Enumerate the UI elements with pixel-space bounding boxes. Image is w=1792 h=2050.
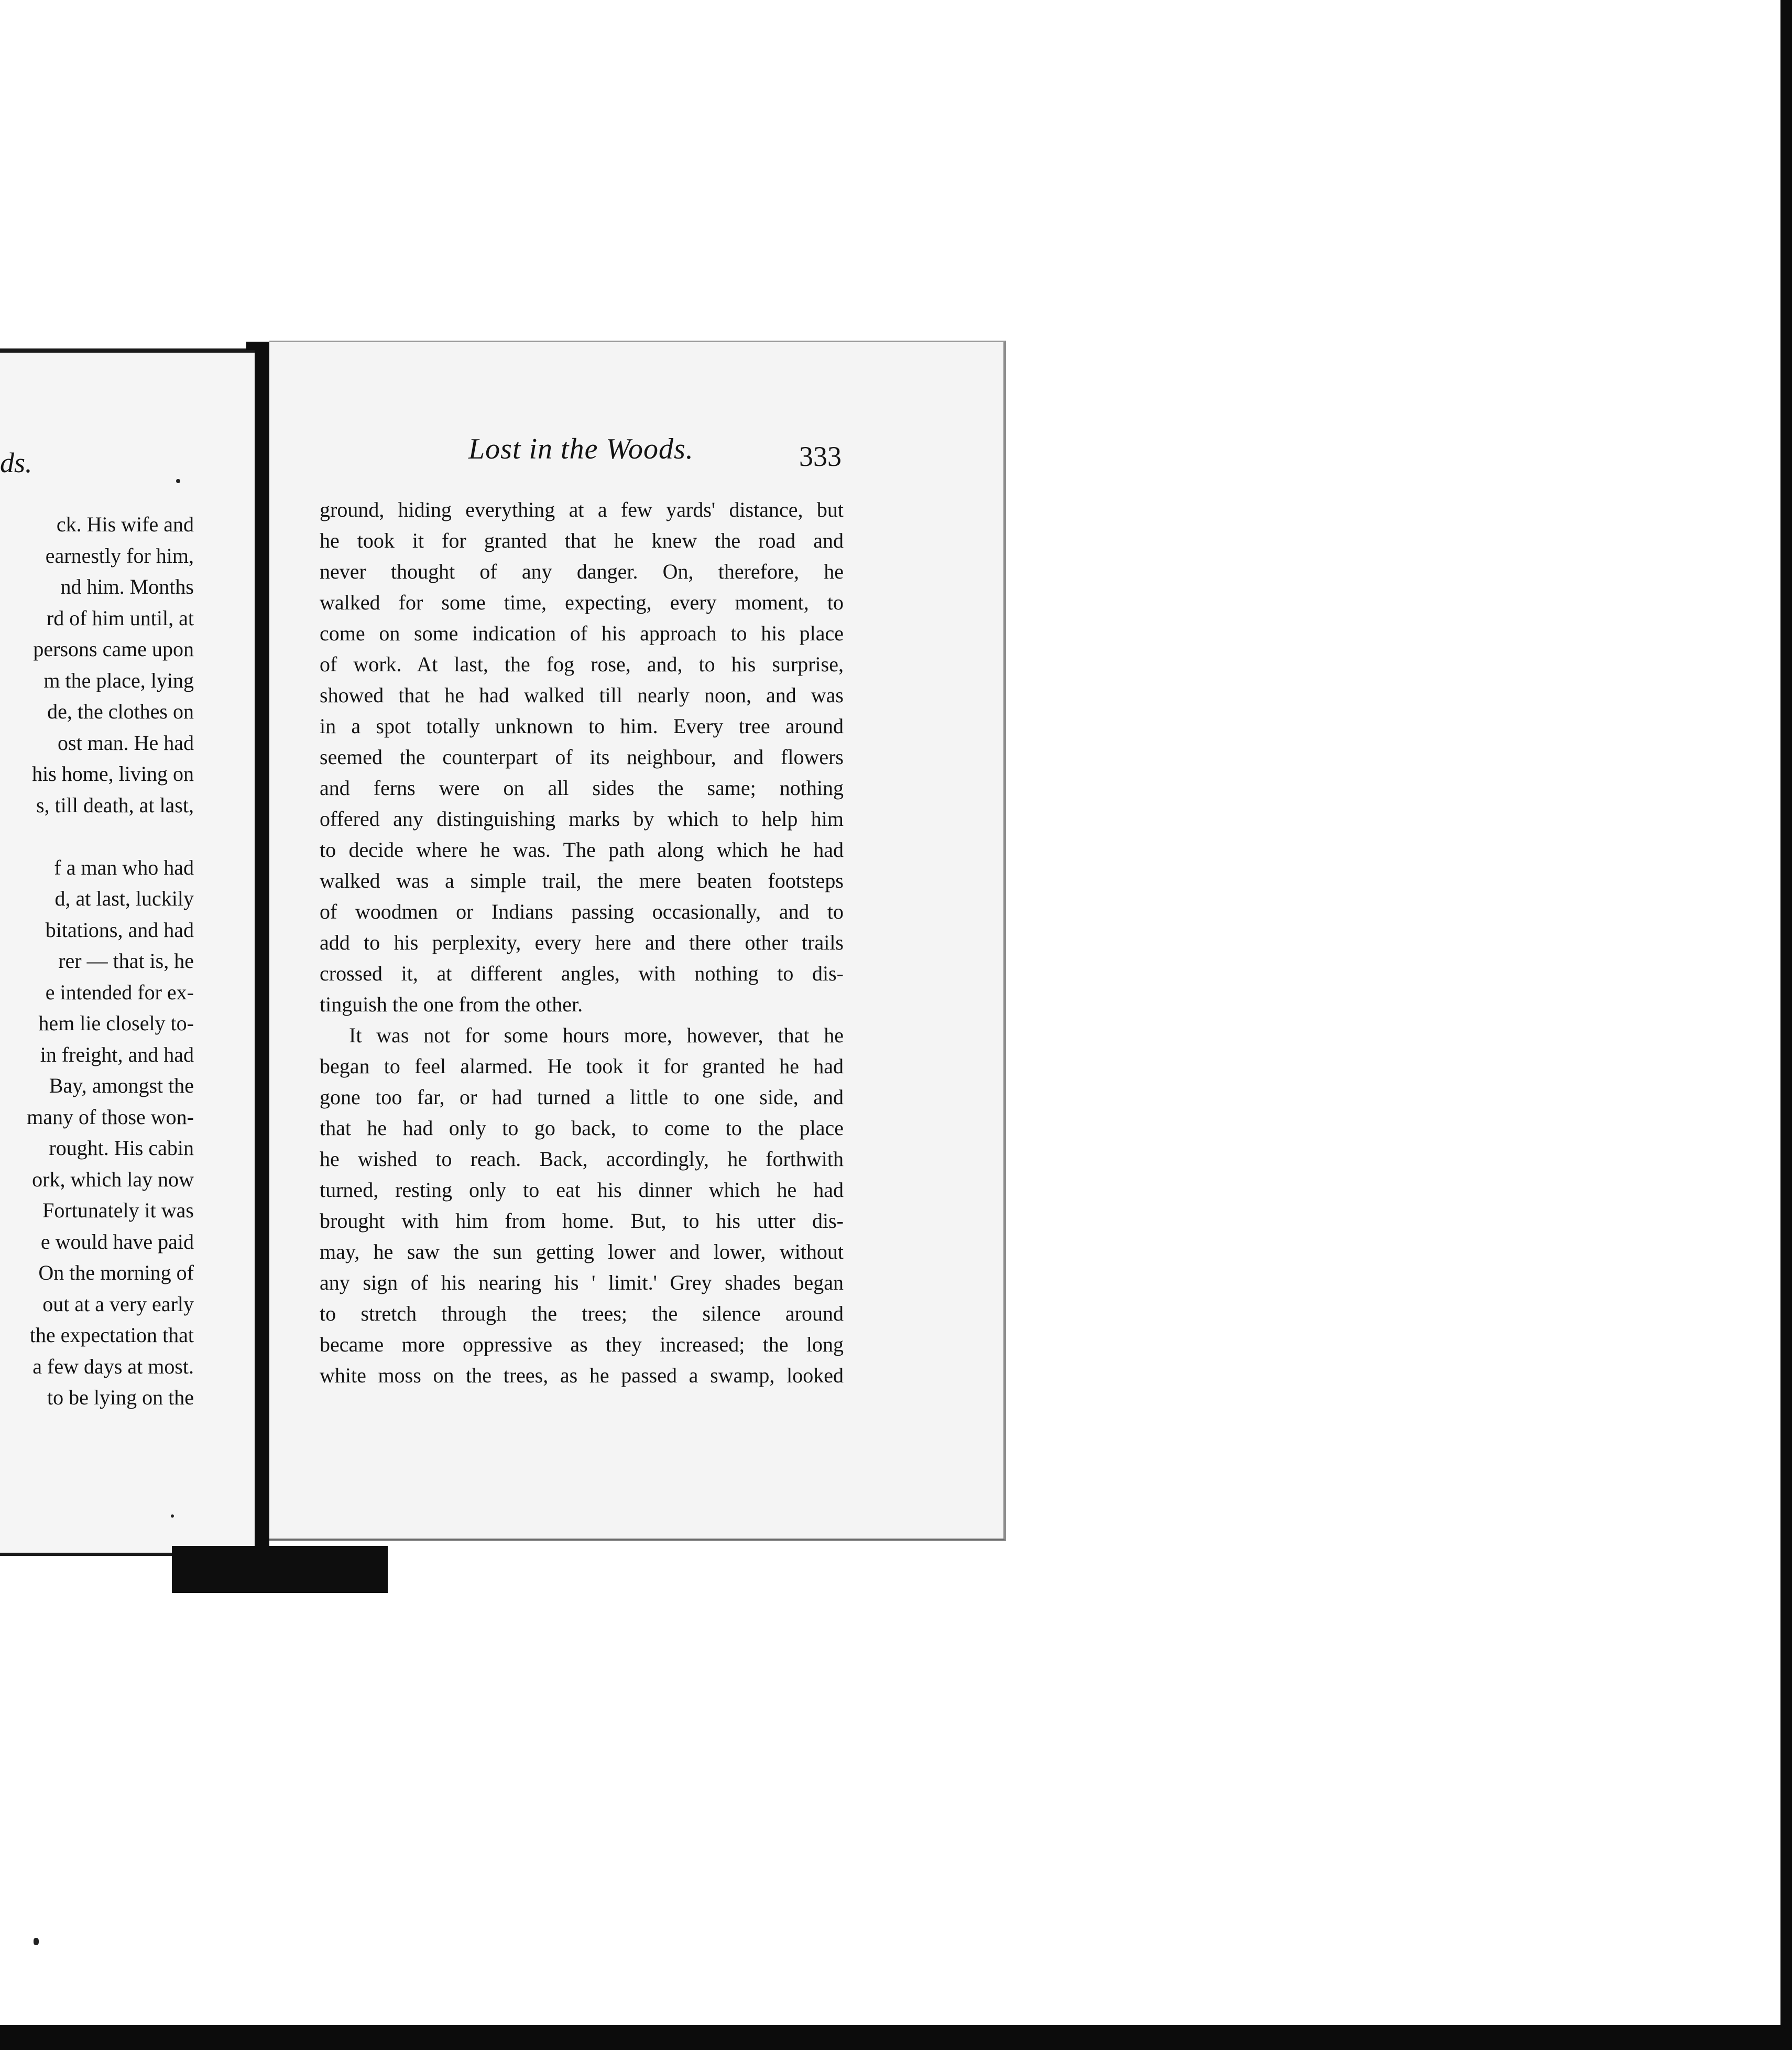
facing-page-line: ork, which lay now [32, 1167, 194, 1191]
text-line: any sign of his nearing his ' limit.' Grey shades began [320, 1271, 844, 1294]
text-line: seemed the counterpart of its neighbour, and flowers [320, 745, 844, 769]
text-line: walked for some time, expecting, every moment, to [320, 591, 844, 614]
binding-gutter [255, 346, 269, 1551]
text-line: he wished to reach. Back, accordingly, he forthwith [320, 1147, 844, 1171]
facing-page-line: s, till death, at last, [36, 793, 194, 817]
scan-speck [176, 479, 180, 483]
facing-page-line: hem lie closely to- [38, 1011, 194, 1035]
text-line: offered any distinguishing marks by which to help him [320, 807, 844, 831]
facing-page-line: d, at last, luckily [54, 887, 194, 910]
facing-page-line: m the place, lying [43, 668, 194, 692]
facing-page-line: e intended for ex- [45, 980, 194, 1004]
running-title: Lost in the Woods. [468, 433, 694, 465]
text-line: that he had only to go back, to come to the place [320, 1116, 844, 1140]
facing-page-line: ost man. He had [58, 730, 194, 755]
facing-page-line: ck. His wife and [56, 512, 194, 536]
text-line: brought with him from home. But, to his utter dis- [320, 1209, 844, 1233]
binding-tab [172, 1546, 388, 1593]
facing-page-line: persons came upon [33, 637, 194, 661]
facing-page-header: ds. [0, 447, 32, 478]
scan-border-right [1780, 0, 1792, 2050]
facing-page-line: rought. His cabin [49, 1136, 194, 1160]
facing-page-line: a few days at most. [32, 1354, 194, 1378]
text-line: to stretch through the trees; the silence around [320, 1302, 844, 1325]
facing-page-line: f a man who had [54, 855, 194, 879]
facing-page-line: the expectation that [29, 1323, 194, 1347]
text-line: showed that he had walked till nearly noon, and was [320, 683, 844, 707]
facing-page-line: On the morning of [38, 1261, 194, 1284]
facing-page-text [0, 509, 194, 1413]
text-line: crossed it, at different angles, with nothing to dis- [320, 962, 844, 985]
text-line: may, he saw the sun getting lower and lower, without [320, 1240, 844, 1263]
facing-page-line: Fortunately it was [42, 1198, 194, 1222]
facing-page-line: to be lying on the [47, 1386, 194, 1409]
text-line: turned, resting only to eat his dinner which he had [320, 1178, 844, 1202]
text-line: It was not for some hours more, however, that he [349, 1023, 844, 1047]
facing-page-line: de, the clothes on [47, 700, 194, 723]
text-line: and ferns were on all sides the same; nothing [320, 776, 844, 800]
facing-page-line: many of those won- [27, 1105, 194, 1129]
facing-page-line: bitations, and had [45, 918, 194, 942]
text-line: ground, hiding everything at a few yards' distance, but [320, 498, 844, 521]
text-line: gone too far, or had turned a little to one side, and [320, 1085, 844, 1109]
facing-page-line [0, 821, 194, 852]
text-line: of woodmen or Indians passing occasionally, and to [320, 900, 844, 923]
scan-border-bottom [0, 2025, 1792, 2050]
facing-page-line: his home, living on [32, 762, 194, 786]
facing-page-line: in freight, and had [40, 1042, 194, 1066]
book-page [269, 341, 1006, 1541]
text-line: come on some indication of his approach to his place [320, 621, 844, 645]
text-line: he took it for granted that he knew the road and [320, 529, 844, 552]
scan-speck [34, 1938, 39, 1945]
text-line: to decide where he was. The path along which he had [320, 838, 844, 862]
text-line: white moss on the trees, as he passed a swamp, looked [320, 1364, 844, 1387]
text-line: in a spot totally unknown to him. Every tree around [320, 714, 844, 738]
page-number: 333 [799, 441, 842, 472]
page-body-text [320, 494, 844, 1391]
text-line: tinguish the one from the other. [320, 993, 583, 1016]
facing-page-line: nd him. Months [60, 575, 194, 598]
scan-speck [171, 1514, 174, 1518]
text-line: walked was a simple trail, the mere beaten footsteps [320, 869, 844, 892]
text-line: became more oppressive as they increased; the long [320, 1333, 844, 1356]
text-line: began to feel alarmed. He took it for granted he had [320, 1054, 844, 1078]
facing-page [0, 348, 262, 1556]
facing-page-line: rd of him until, at [46, 606, 194, 630]
facing-page-line: Bay, amongst the [49, 1074, 194, 1097]
text-line: add to his perplexity, every here and there other trails [320, 931, 844, 954]
text-line: never thought of any danger. On, therefore, he [320, 560, 844, 583]
facing-page-line: e would have paid [40, 1229, 194, 1253]
facing-page-line: out at a very early [42, 1292, 194, 1316]
facing-page-line: rer — that is, he [58, 949, 194, 973]
facing-page-line: earnestly for him, [45, 543, 194, 568]
text-line: of work. At last, the fog rose, and, to his surprise, [320, 652, 844, 676]
